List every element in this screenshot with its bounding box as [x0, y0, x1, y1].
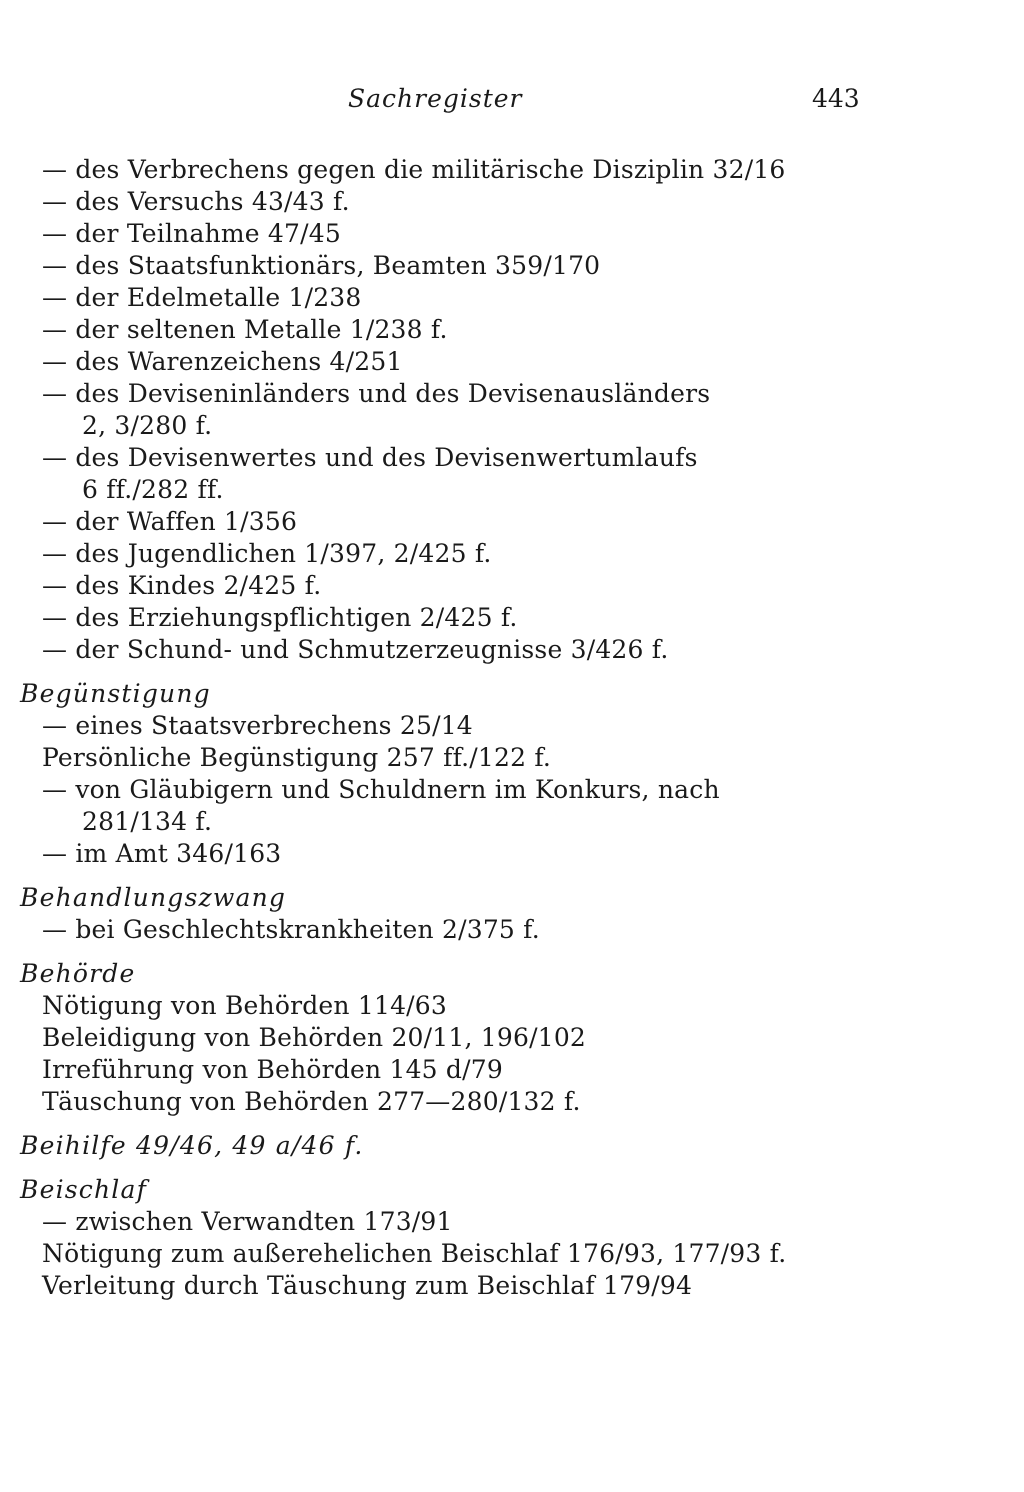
index-heading: Behandlungszwang [20, 883, 287, 912]
index-entry: Verleitung durch Täuschung zum Beischlaf 179/94 [42, 1271, 693, 1300]
index-entry: — im Amt 346/163 [42, 839, 282, 868]
index-entry: — der Waffen 1/356 [42, 507, 298, 536]
index-entry: — bei Geschlechtskrankheiten 2/375 f. [42, 915, 540, 944]
index-entry: — des Versuchs 43/43 f. [42, 187, 350, 216]
index-entry: Nötigung zum außerehelichen Beischlaf 176/93, 177/93 f. [42, 1239, 787, 1268]
index-entry: — von Gläubigern und Schuldnern im Konkurs, nach [42, 775, 720, 804]
index-heading: Behörde [20, 959, 136, 988]
index-continuation: 281/134 f. [82, 807, 213, 836]
index-continuation: 6 ff./282 ff. [82, 475, 224, 504]
index-entry: — zwischen Verwandten 173/91 [42, 1207, 453, 1236]
index-entry: Irreführung von Behörden 145 d/79 [42, 1055, 503, 1084]
index-entry: Persönliche Begünstigung 257 ff./122 f. [42, 743, 552, 772]
index-entries [0, 154, 1024, 1302]
index-entry: — des Jugendlichen 1/397, 2/425 f. [42, 539, 492, 568]
index-heading: Begünstigung [20, 679, 211, 708]
page-number: 443 [812, 84, 860, 113]
index-entry: — der seltenen Metalle 1/238 f. [42, 315, 448, 344]
index-entry: — der Teilnahme 47/45 [42, 219, 341, 248]
index-entry: — des Erziehungspflichtigen 2/425 f. [42, 603, 518, 632]
running-title: Sachregister [348, 84, 523, 113]
running-header [0, 84, 1024, 124]
index-entry: — des Kindes 2/425 f. [42, 571, 322, 600]
index-entry: — des Devisenwertes und des Devisenwertumlaufs [42, 443, 698, 472]
index-entry: Täuschung von Behörden 277—280/132 f. [42, 1087, 581, 1116]
index-entry: — des Warenzeichens 4/251 [42, 347, 403, 376]
index-entry: — eines Staatsverbrechens 25/14 [42, 711, 473, 740]
index-entry: — der Edelmetalle 1/238 [42, 283, 362, 312]
index-entry: Beleidigung von Behörden 20/11, 196/102 [42, 1023, 587, 1052]
index-entry: — des Verbrechens gegen die militärische Disziplin 32/16 [42, 155, 786, 184]
index-continuation: 2, 3/280 f. [82, 411, 213, 440]
index-heading: Beischlaf [20, 1175, 148, 1204]
index-entry: — des Deviseninländers und des Devisenausländers [42, 379, 711, 408]
index-entry: — des Staatsfunktionärs, Beamten 359/170 [42, 251, 601, 280]
index-entry: Nötigung von Behörden 114/63 [42, 991, 448, 1020]
index-entry: — der Schund- und Schmutzerzeugnisse 3/426 f. [42, 635, 669, 664]
index-heading: Beihilfe 49/46, 49 a/46 f. [20, 1131, 364, 1160]
